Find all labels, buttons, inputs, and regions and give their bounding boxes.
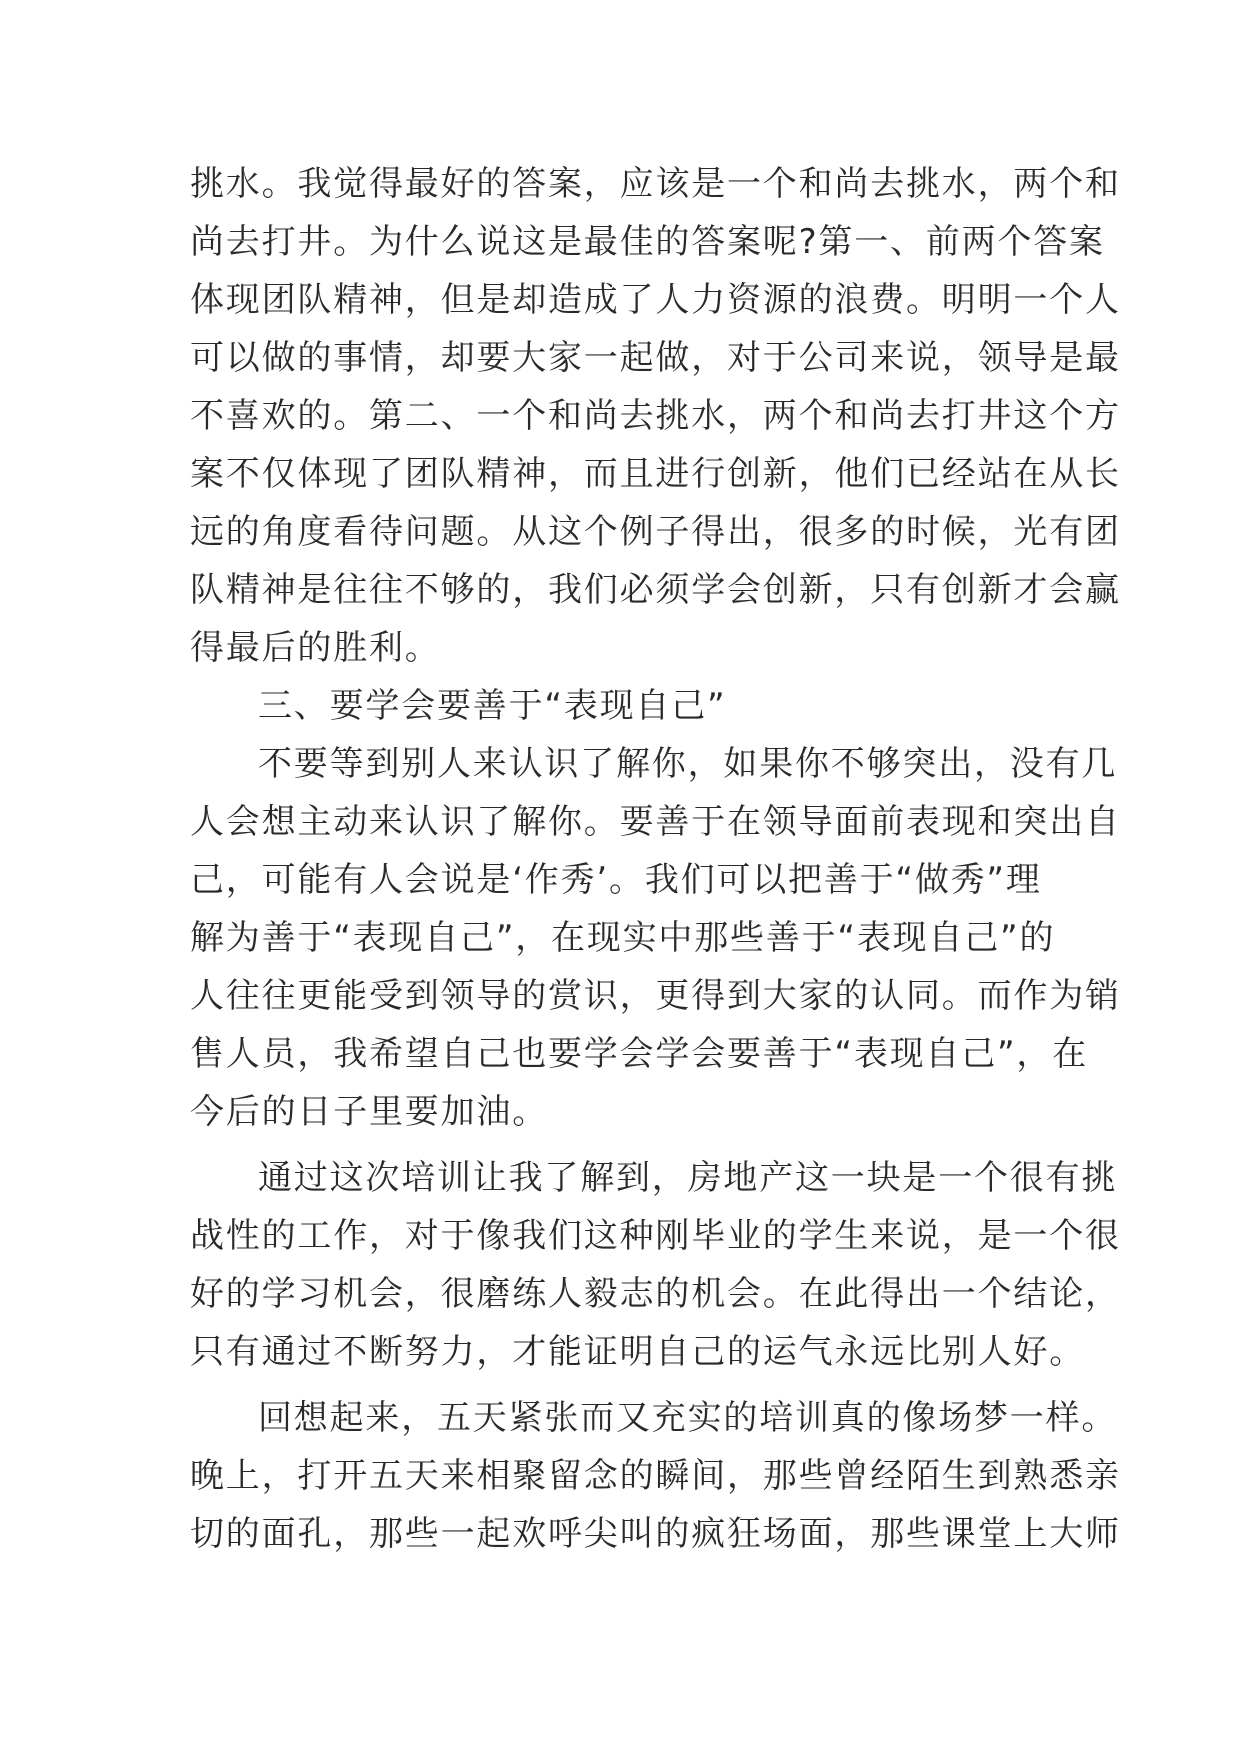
text-line: 可以做的事情，却要大家一起做，对于公司来说，领导是最 [190,338,1121,378]
text-line: 解为善于“表现自己”，在现实中那些善于“表现自己”的 [190,918,1056,958]
text-line: 今后的日子里要加油。 [190,1092,548,1132]
text-line: 案不仅体现了团队精神，而且进行创新，他们已经站在从长 [190,454,1121,494]
text-line: 队精神是往往不够的，我们必须学会创新，只有创新才会赢 [190,570,1121,610]
text-line: 不要等到别人来认识了解你，如果你不够突出，没有几 [258,744,1118,784]
text-line: 售人员，我希望自己也要学会学会要善于“表现自己”，在 [190,1034,1089,1074]
paragraph-gap [190,1381,1070,1389]
text-line: 尚去打井。为什么说这是最佳的答案呢?第一、前两个答案 [190,222,1105,262]
text-line: 晚上，打开五天来相聚留念的瞬间，那些曾经陌生到熟悉亲 [190,1456,1121,1496]
text-line: 战性的工作，对于像我们这种刚毕业的学生来说，是一个很 [190,1216,1121,1256]
paragraph [190,155,1121,677]
text-line: 得最后的胜利。 [190,628,441,668]
paragraph [190,1149,1121,1381]
paragraph [190,735,1121,1141]
paragraph-gap [190,1141,1070,1149]
section-heading [190,677,1070,735]
heading-line: 三、要学会要善于“表现自己” [258,686,727,726]
paragraph [190,1389,1121,1563]
text-line: 不喜欢的。第二、一个和尚去挑水，两个和尚去打井这个方 [190,396,1121,436]
document-body [190,155,1121,1563]
text-line: 体现团队精神，但是却造成了人力资源的浪费。明明一个人 [190,280,1121,320]
text-line: 只有通过不断努力，才能证明自己的运气永远比别人好。 [190,1332,1085,1372]
text-line: 挑水。我觉得最好的答案，应该是一个和尚去挑水，两个和 [190,164,1121,204]
text-line: 己，可能有人会说是‘作秀’。我们可以把善于“做秀”理 [190,860,1042,900]
text-line: 切的面孔，那些一起欢呼尖叫的疯狂场面，那些课堂上大师 [190,1514,1121,1554]
text-line: 好的学习机会，很磨练人毅志的机会。在此得出一个结论， [190,1274,1121,1314]
text-line: 通过这次培训让我了解到，房地产这一块是一个很有挑 [258,1158,1118,1198]
text-line: 人会想主动来认识了解你。要善于在领导面前表现和突出自 [190,802,1121,842]
text-line: 人往往更能受到领导的赏识，更得到大家的认同。而作为销 [190,976,1121,1016]
text-line: 远的角度看待问题。从这个例子得出，很多的时候，光有团 [190,512,1121,552]
text-line: 回想起来，五天紧张而又充实的培训真的像场梦一样。 [258,1398,1118,1438]
